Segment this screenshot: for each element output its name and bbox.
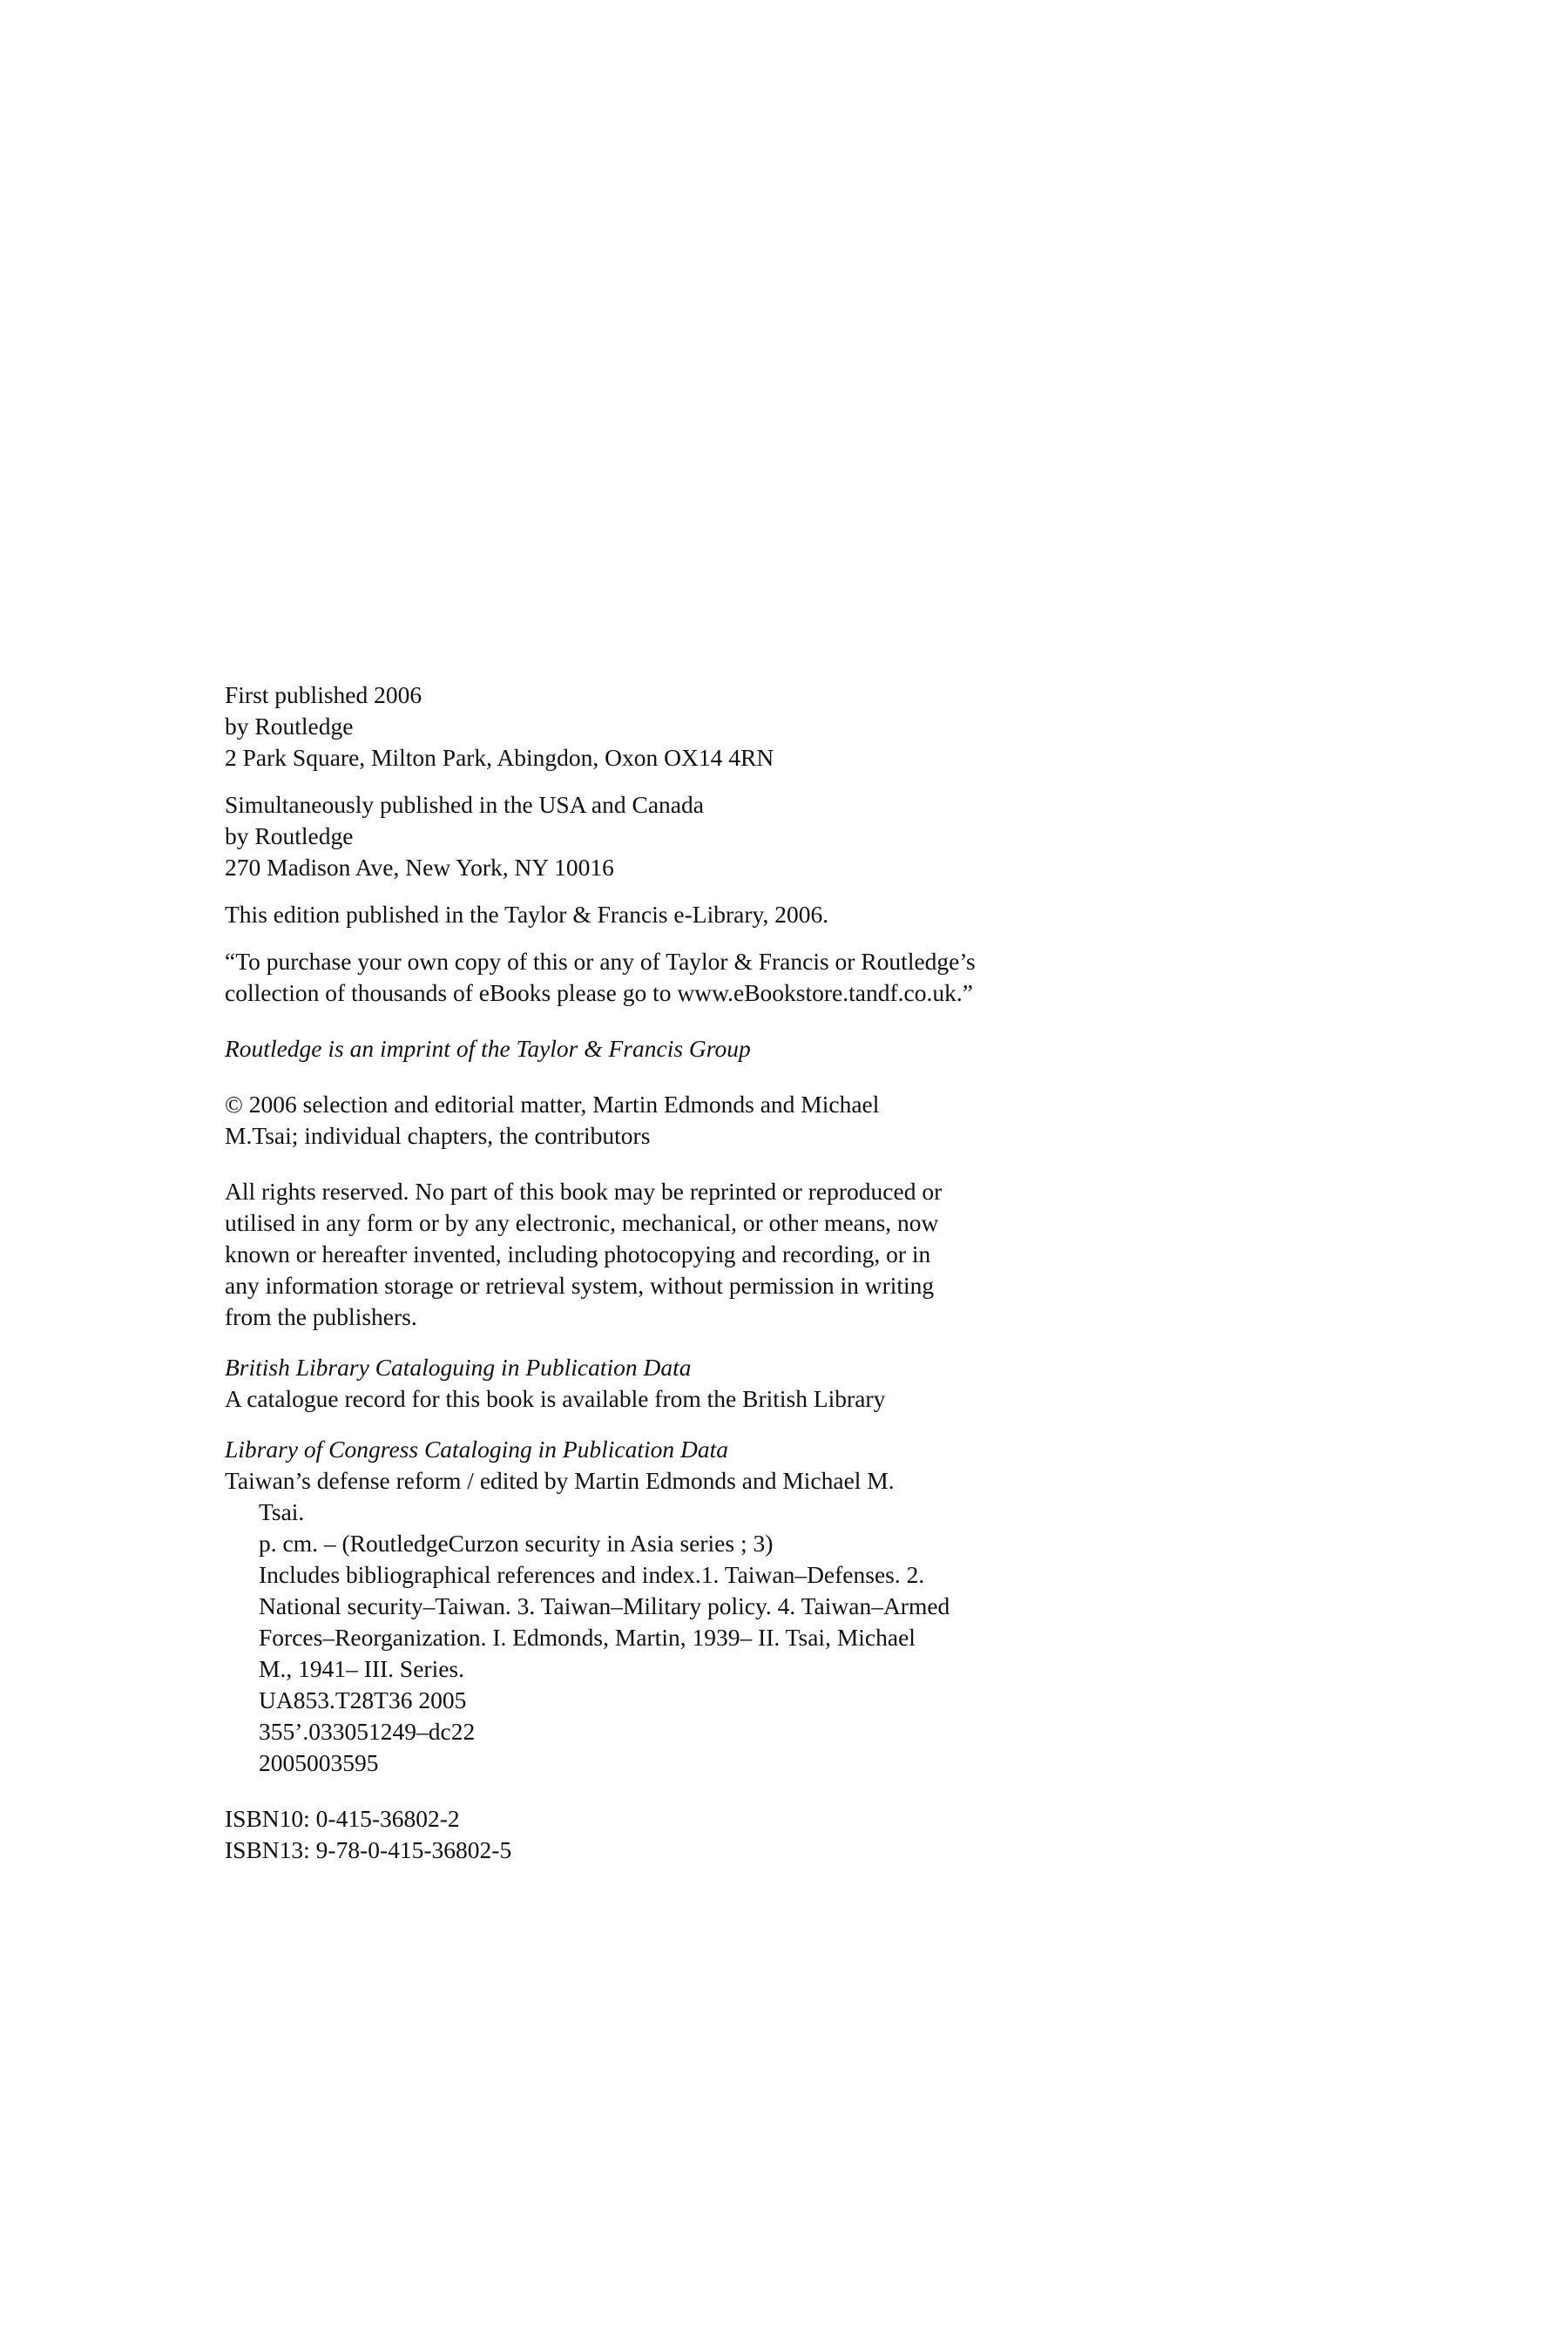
usa-canada-block [225, 789, 1357, 883]
text-line: 270 Madison Ave, New York, NY 10016 [225, 854, 614, 881]
text-line: 2005003595 [259, 1749, 379, 1776]
text-line: any information storage or retrieval system, without permission in writing [225, 1272, 935, 1299]
isbn-block [225, 1803, 1357, 1866]
text-line: “To purchase your own copy of this or any of Taylor & Francis or Routledge’s [225, 948, 976, 975]
text-line: Taiwan’s defense reform / edited by Martin Edmonds and Michael M. [225, 1467, 895, 1494]
text-line: All rights reserved. No part of this book may be reprinted or reproduced or [225, 1178, 943, 1205]
imprint-statement [225, 1033, 1357, 1064]
text-line: p. cm. – (RoutledgeCurzon security in Asia series ; 3) [259, 1530, 774, 1557]
text-line: M.Tsai; individual chapters, the contributors [225, 1122, 651, 1149]
section-heading: British Library Cataloguing in Publication Data [225, 1354, 692, 1381]
text-line: by Routledge [225, 822, 354, 849]
purchase-note [225, 946, 1357, 1009]
isbn-13: ISBN13: 9-78-0-415-36802-5 [225, 1836, 512, 1863]
text-line: This edition published in the Taylor & Francis e-Library, 2006. [225, 901, 829, 928]
text-line: M., 1941– III. Series. [259, 1655, 465, 1682]
text-line: by Routledge [225, 713, 354, 740]
rights-notice [225, 1176, 1357, 1333]
isbn-10: ISBN10: 0-415-36802-2 [225, 1805, 460, 1832]
edition-note [225, 899, 1357, 930]
copyright-notice [225, 1089, 1357, 1152]
copyright-page [225, 679, 1357, 1866]
text-line: First published 2006 [225, 681, 422, 708]
text-line: Tsai. [259, 1498, 305, 1525]
text-line: National security–Taiwan. 3. Taiwan–Military policy. 4. Taiwan–Armed [259, 1592, 950, 1619]
text-line: Includes bibliographical references and index.1. Taiwan–Defenses. 2. [259, 1561, 925, 1588]
text-line: UA853.T28T36 2005 [259, 1686, 467, 1713]
first-published-block [225, 679, 1357, 774]
british-library-block [225, 1352, 1357, 1415]
text-line: A catalogue record for this book is available from the British Library [225, 1385, 886, 1412]
text-line: Routledge is an imprint of the Taylor & Francis Group [225, 1035, 751, 1062]
library-of-congress-block [225, 1434, 1357, 1779]
text-line: Forces–Reorganization. I. Edmonds, Martin, 1939– II. Tsai, Michael [259, 1624, 916, 1651]
text-line: Simultaneously published in the USA and Canada [225, 791, 704, 818]
text-line: 2 Park Square, Milton Park, Abingdon, Oxon OX14 4RN [225, 744, 774, 771]
section-heading: Library of Congress Cataloging in Publication Data [225, 1436, 729, 1463]
text-line: known or hereafter invented, including photocopying and recording, or in [225, 1240, 931, 1267]
text-line: collection of thousands of eBooks please go to www.eBookstore.tandf.co.uk.” [225, 979, 973, 1006]
text-line: 355’.033051249–dc22 [259, 1718, 476, 1745]
text-line: utilised in any form or by any electronic, mechanical, or other means, now [225, 1209, 939, 1236]
text-line: © 2006 selection and editorial matter, Martin Edmonds and Michael [225, 1091, 880, 1118]
text-line: from the publishers. [225, 1303, 417, 1330]
